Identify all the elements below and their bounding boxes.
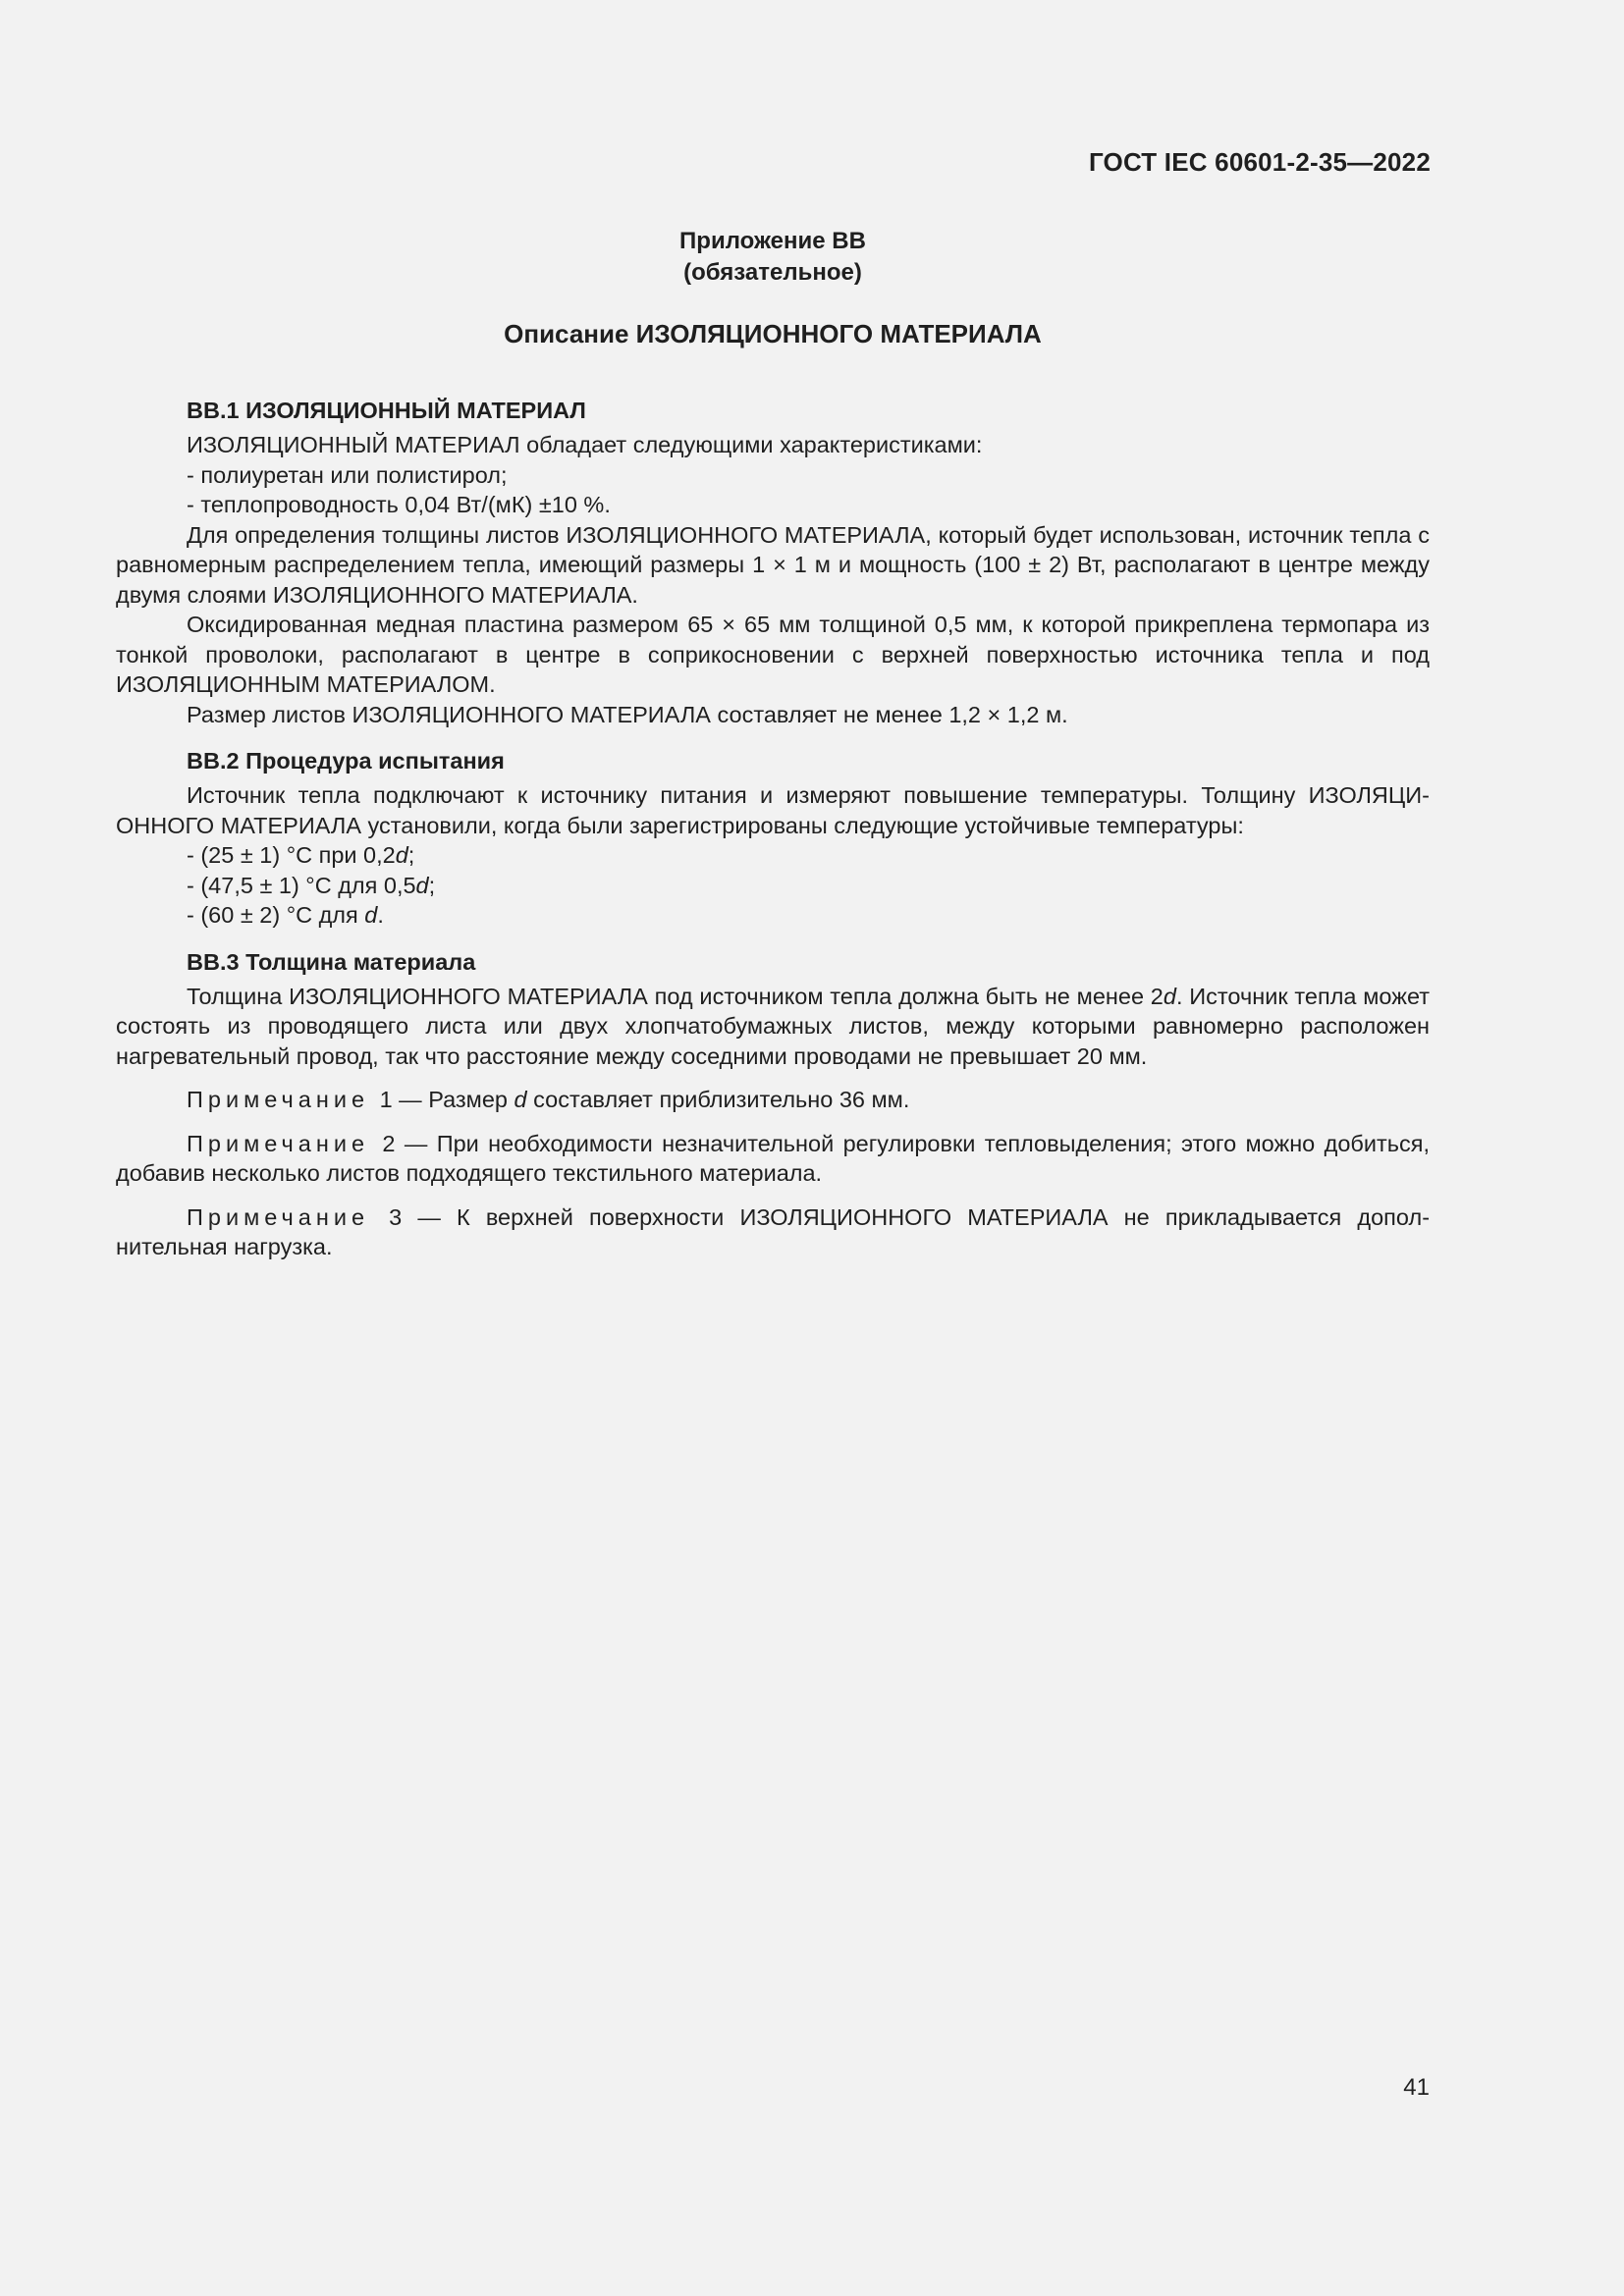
section-1-paragraph: Оксидированная медная пластина размером 65 × 65 мм толщиной 0,5 мм, к которой прикреплена термопара из тонкой проволоки, располагают в центре в соприкосновении с верхней поверхностью источника тепла и под ИЗОЛЯЦИОННЫМ МАТЕРИАЛОМ. [116,612,1430,697]
section-1-intro: ИЗОЛЯЦИОННЫЙ МАТЕРИАЛ обладает следующими характеристиками: [187,432,983,457]
section-1-paragraph: Для определения толщины листов ИЗОЛЯЦИОННОГО МАТЕРИАЛА, который будет использован, источник тепла с равномерным распределением тепла, имеющий размеры 1 × 1 м и мощность (100 ± 2) Вт, располагают в центре между двумя слоями ИЗОЛЯЦИОННОГО МАТЕРИАЛА. [116,521,1430,608]
section-3-paragraph: Толщина ИЗОЛЯЦИОННОГО МАТЕРИАЛА под источником тепла должна быть не менее 2d. Источник тепла может состоять из проводящего листа или двух хлопчатобумажных листов, между которыми равномерно расположен нагревательный провод, так что расстояние между соседними проводами не превышает 20 мм. [116,983,1431,1069]
section-1-list-item: - теплопроводность 0,04 Вт/(мК) ±10 %. [187,492,611,517]
appendix-heading [0,226,1624,289]
section-1-heading: ВВ.1 ИЗОЛЯЦИОННЫЙ МАТЕРИАЛ [187,398,586,423]
document-body [116,395,1430,1262]
section-2-list-item: - (25 ± 1) °C при 0,2d; [187,842,415,868]
section-2-paragraph: Источник тепла подключают к источнику питания и измеряют повышение температуры. Толщину ИЗОЛЯЦИОННОГО МАТЕРИАЛА установили, когда были зарегистрированы следующие устойчивые температуры: [116,782,1430,838]
note-2: Примечание 2 — При необходимости незначительной регулировки тепловыделения; этого можно добиться, добавив несколько листов подходящего текстильного материала. [116,1130,1430,1186]
appendix-subtitle: (обязательное) [683,259,862,286]
appendix-title: Приложение ВВ [679,228,866,254]
main-title-text: Описание ИЗОЛЯЦИОННОГО МАТЕРИАЛА [504,319,1042,348]
document-id: ГОСТ IEC 60601-2-35—2022 [1088,147,1431,177]
note-label: Примечание [187,1203,370,1230]
note-3: Примечание 3 — К верхней поверхности ИЗОЛЯЦИОННОГО МАТЕРИАЛА не прикладывается дополнительная нагрузка. [116,1203,1431,1259]
main-title [0,319,1624,349]
note-1: Примечание 1 — Размер d составляет приблизительно 36 мм. [187,1087,910,1112]
note-label: Примечание [187,1130,370,1156]
section-3-heading: ВВ.3 Толщина материала [187,948,476,975]
section-2-list-item: - (60 ± 2) °C для d. [187,902,384,928]
section-2-list-item: - (47,5 ± 1) °C для 0,5d; [187,872,436,898]
page-number: 41 [1403,2074,1430,2101]
section-1-list-item: - полиуретан или полистирол; [187,461,508,488]
note-label: Примечание [187,1087,370,1112]
section-2-heading: ВВ.2 Процедура испытания [187,748,505,774]
section-1-paragraph: Размер листов ИЗОЛЯЦИОННОГО МАТЕРИАЛА составляет не менее 1,2 × 1,2 м. [187,701,1068,727]
